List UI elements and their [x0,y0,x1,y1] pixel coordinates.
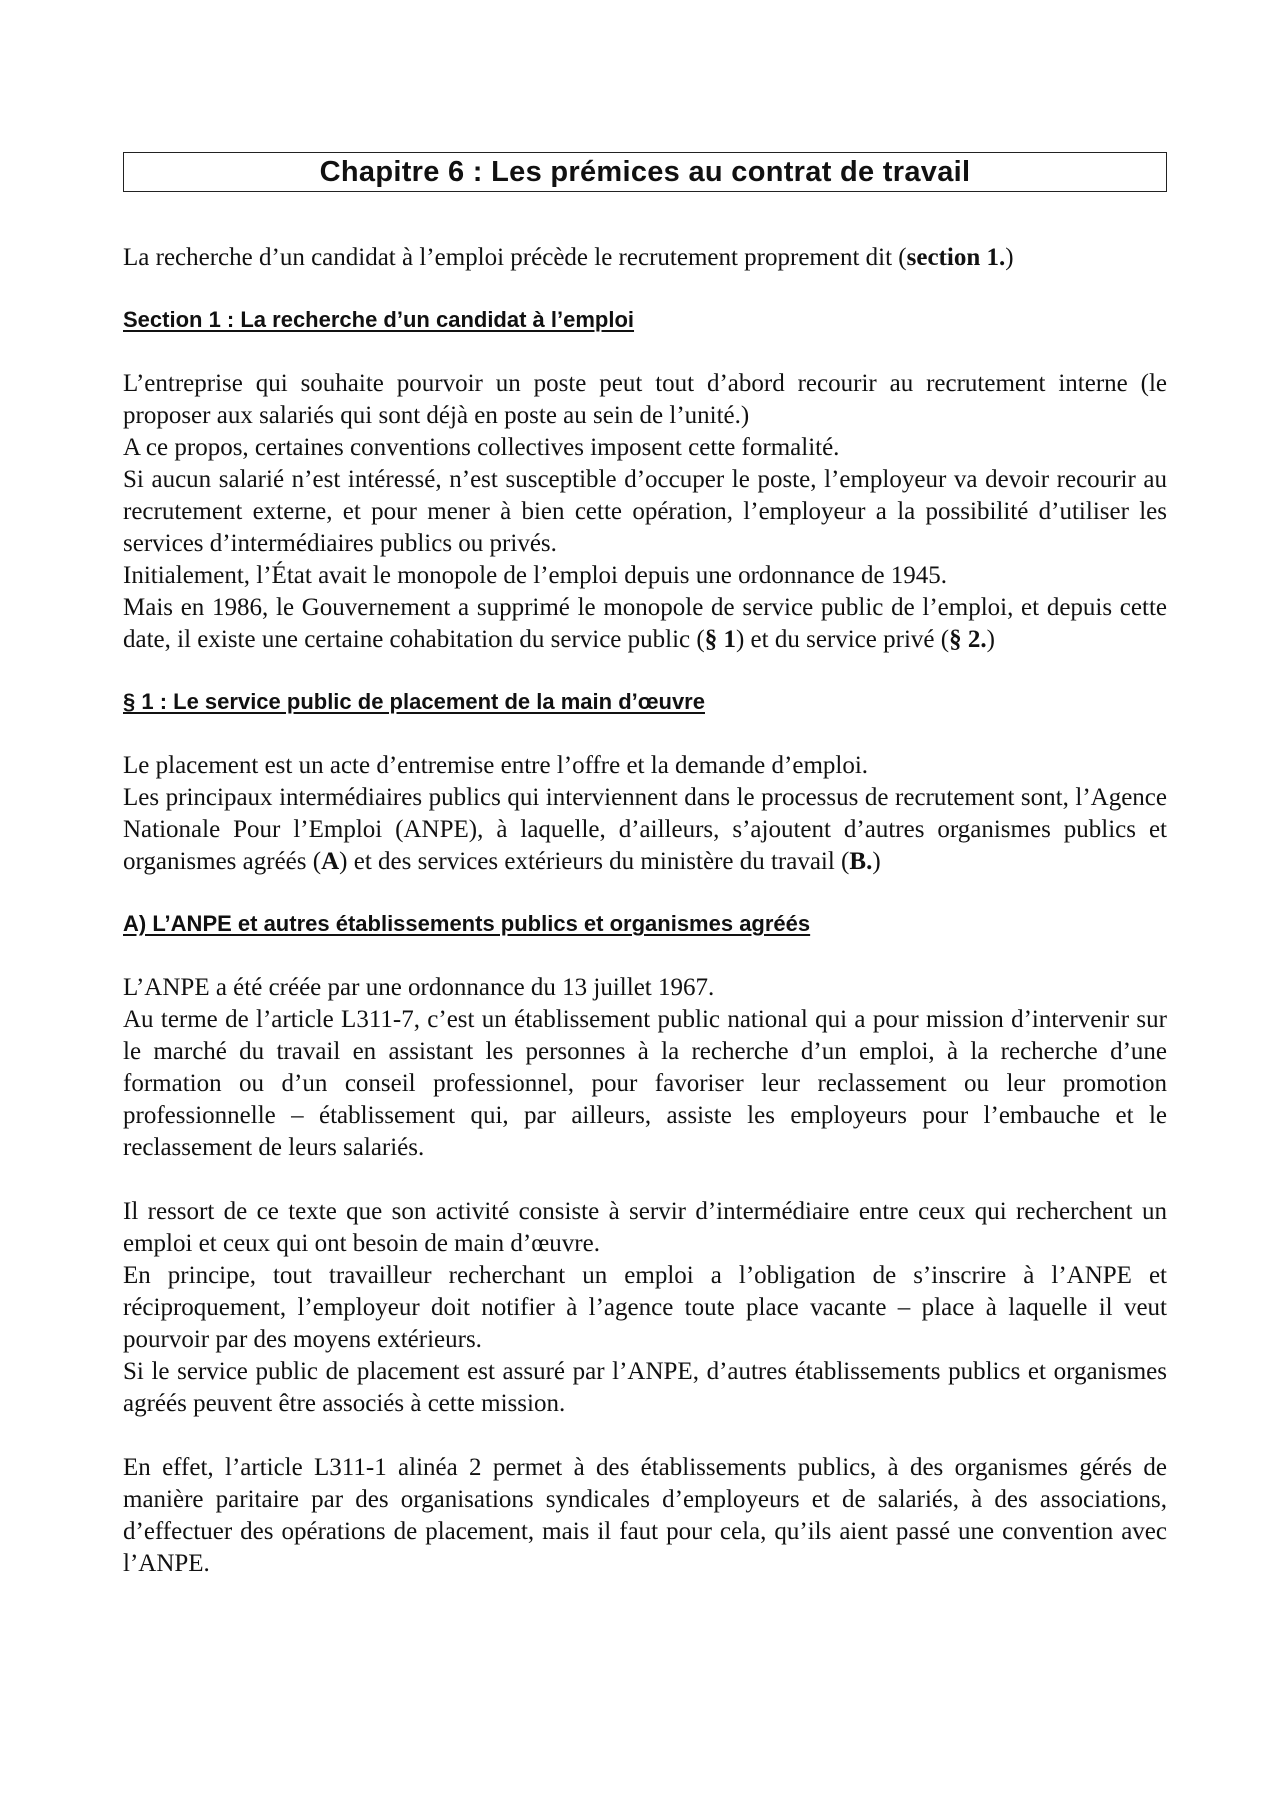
paragraph1-p2: Les principaux intermédiaires publics qui interviennent dans le processus de recrutement sont, l’Agence Nationale Pour l’Emploi (ANPE), à laquelle, d’ailleurs, s’ajoutent d’autres organismes publics et organismes agréés (A) et des services extérieurs du ministère du travail (B.) [123,784,1167,875]
chapter-title-text: Chapitre 6 : Les prémices au contrat de travail [319,156,971,188]
intro-paragraph: La recherche d’un candidat à l’emploi précède le recrutement proprement dit (section 1.) [123,244,1014,271]
subsectionA-p1: L’ANPE a été créée par une ordonnance du 13 juillet 1967. [123,974,715,1001]
section-heading: Section 1 : La recherche d’un candidat à l’emploi [123,307,635,332]
paragraph1-p1: Le placement est un acte d’entremise entre l’offre et la demande d’emploi. [123,752,869,779]
subsection-heading: A) L’ANPE et autres établissements publics et organismes agréés [123,911,811,936]
paragraph-heading: § 1 : Le service public de placement de la main d’œuvre [123,689,705,714]
section1-p5: Mais en 1986, le Gouvernement a supprimé le monopole de service public de l’emploi, et depuis cette date, il existe une certaine cohabitation du service public (§ 1) et du service privé (§ 2.) [123,594,1167,653]
section1-p3: Si aucun salarié n’est intéressé, n’est susceptible d’occuper le poste, l’employeur va devoir recourir au recrutement externe, et pour mener à bien cette opération, l’employeur a la possibilité d’utiliser les services d’intermédiaires publics ou privés. [123,466,1167,557]
chapter-title [123,152,1167,192]
subsectionA-p5: Si le service public de placement est assuré par l’ANPE, d’autres établissements publics et organismes agréés peuvent être associés à cette mission. [123,1358,1167,1417]
subsectionA-p2: Au terme de l’article L311-7, c’est un établissement public national qui a pour mission d’intervenir sur le marché du travail en assistant les personnes à la recherche d’un emploi, à la recherche d’une formation ou d’un conseil professionnel, pour favoriser leur reclassement ou leur promotion professionnelle – établissement qui, par ailleurs, assiste les employeurs pour l’embauche et le reclassement de leurs salariés. [123,1006,1167,1161]
section1-p2: A ce propos, certaines conventions collectives imposent cette formalité. [123,434,840,461]
subsectionA-p6: En effet, l’article L311-1 alinéa 2 permet à des établissements publics, à des organismes gérés de manière paritaire par des organisations syndicales d’employeurs et de salariés, à des associations, d’effectuer des opérations de placement, mais il faut pour cela, qu’ils aient passé une convention avec l’ANPE. [123,1454,1167,1577]
subsectionA-p4: En principe, tout travailleur recherchant un emploi a l’obligation de s’inscrire à l’ANPE et réciproquement, l’employeur doit notifier à l’agence toute place vacante – place à laquelle il veut pourvoir par des moyens extérieurs. [123,1262,1167,1353]
document-page [123,152,1167,1580]
section1-p1: L’entreprise qui souhaite pourvoir un poste peut tout d’abord recourir au recrutement interne (le proposer aux salariés qui sont déjà en poste au sein de l’unité.) [123,370,1167,429]
section1-p4: Initialement, l’État avait le monopole de l’emploi depuis une ordonnance de 1945. [123,562,948,589]
subsectionA-p3: Il ressort de ce texte que son activité consiste à servir d’intermédiaire entre ceux qui recherchent un emploi et ceux qui ont besoin de main d’œuvre. [123,1198,1167,1257]
